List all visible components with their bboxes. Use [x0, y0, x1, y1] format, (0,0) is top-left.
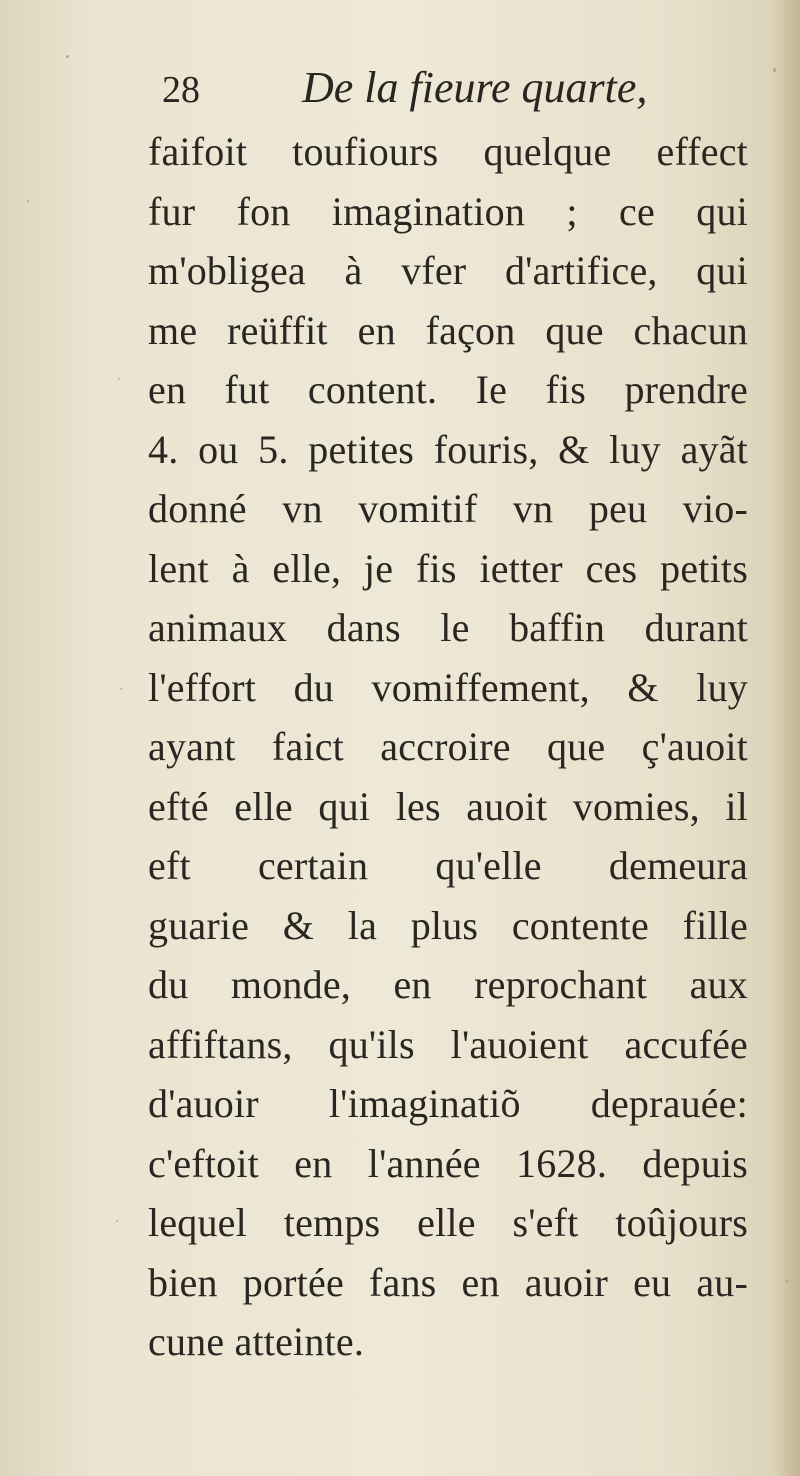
text-line: lent à elle, je fis ietter ces petits [148, 545, 748, 591]
text-line: ayant faict accroire que ç'auoit [148, 724, 748, 769]
paper-speck [116, 1220, 118, 1222]
text-line: affiftans, qu'ils l'auoient accufée [148, 1021, 748, 1067]
page-header [162, 62, 742, 122]
text-line: lequel temps elle s'eft toûjours [148, 1200, 748, 1245]
text-line: animaux dans le baffin durant [148, 605, 748, 650]
text-line: me reüffit en façon que chacun [148, 307, 748, 353]
text-line: d'auoir l'imaginatiõ deprauée: [148, 1081, 748, 1126]
text-line: bien portée fans en auoir eu au- [148, 1259, 748, 1305]
running-title: De la fieure quarte, [302, 63, 648, 112]
paper-speck [120, 688, 122, 690]
text-line: efté elle qui les auoit vomies, il [148, 783, 748, 829]
paper-speck [27, 200, 29, 202]
page-number: 28 [162, 69, 200, 111]
body-text [148, 122, 748, 1372]
text-line: c'eftoit en l'année 1628. depuis [148, 1140, 748, 1186]
text-line: m'obligea à vfer d'artifice, qui [148, 248, 748, 293]
paper-speck [786, 1280, 788, 1283]
text-line: 4. ou 5. petites fouris, & luy ayãt [148, 426, 748, 472]
text-line: guarie & la plus contente fille [148, 902, 748, 948]
text-line: en fut content. Ie fis prendre [148, 367, 748, 412]
text-line: l'effort du vomiffement, & luy [148, 664, 748, 710]
text-line: cune atteinte. [148, 1319, 365, 1364]
text-line: du monde, en reprochant aux [148, 962, 748, 1007]
paper-speck [773, 68, 776, 72]
paper-speck [118, 378, 120, 380]
text-line: faifoit toufiours quelque effect [148, 129, 748, 174]
text-line: fur fon imagination ; ce qui [148, 188, 748, 234]
text-line: donné vn vomitif vn peu vio- [148, 486, 748, 531]
paper-speck [66, 55, 69, 58]
text-line: eft certain qu'elle demeura [148, 843, 748, 888]
